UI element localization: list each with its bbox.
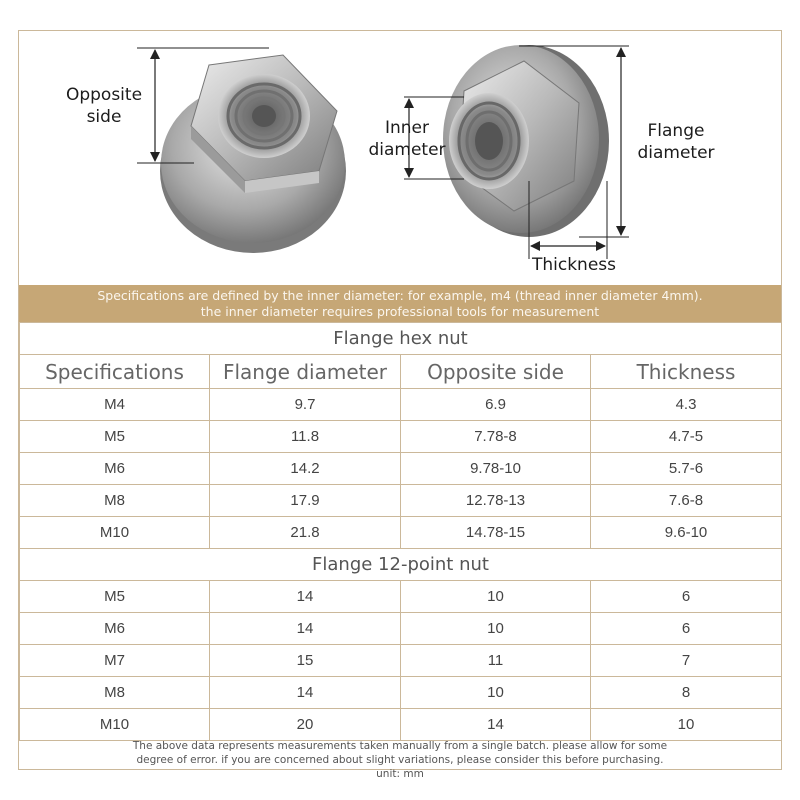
product-illustration [19, 31, 781, 285]
cell-opposite: 10 [401, 581, 591, 613]
cell-thickness: 4.3 [591, 389, 782, 421]
cell-opposite: 6.9 [401, 389, 591, 421]
twelve-point-table-title: Flange 12-point nut [20, 549, 782, 581]
cell-flange: 14 [210, 581, 401, 613]
opposite-side-label: Opposite side [65, 85, 143, 127]
cell-spec: M10 [20, 709, 210, 741]
table-row [20, 517, 782, 549]
cell-opposite: 14.78-15 [401, 517, 591, 549]
cell-spec: M10 [20, 517, 210, 549]
cell-spec: M5 [20, 421, 210, 453]
right-nut [443, 45, 609, 237]
cell-flange: 14.2 [210, 453, 401, 485]
cell-spec: M6 [20, 453, 210, 485]
footnote [19, 739, 781, 781]
cell-flange: 21.8 [210, 517, 401, 549]
table-row [20, 709, 782, 741]
cell-thickness: 9.6-10 [591, 517, 782, 549]
table-header-row [20, 355, 782, 389]
cell-opposite: 10 [401, 677, 591, 709]
table-row [20, 677, 782, 709]
thickness-label: Thickness [531, 255, 617, 275]
header-flange-diameter: Flange diameter [210, 355, 401, 389]
cell-flange: 15 [210, 645, 401, 677]
cell-thickness: 7 [591, 645, 782, 677]
table-row [20, 581, 782, 613]
hex-table-title: Flange hex nut [20, 323, 782, 355]
cell-thickness: 10 [591, 709, 782, 741]
cell-thickness: 6 [591, 613, 782, 645]
header-thickness: Thickness [591, 355, 782, 389]
cell-thickness: 8 [591, 677, 782, 709]
spec-note-banner [19, 285, 781, 322]
banner-line-2: the inner diameter requires professional tools for measurement [200, 304, 600, 319]
cell-spec: M7 [20, 645, 210, 677]
cell-opposite: 12.78-13 [401, 485, 591, 517]
header-opposite-side: Opposite side [401, 355, 591, 389]
cell-spec: M6 [20, 613, 210, 645]
cell-flange: 20 [210, 709, 401, 741]
table-row [20, 421, 782, 453]
cell-thickness: 7.6-8 [591, 485, 782, 517]
table-row [20, 645, 782, 677]
cell-spec: M8 [20, 677, 210, 709]
spec-table [19, 322, 782, 741]
cell-spec: M5 [20, 581, 210, 613]
footnote-line-2: degree of error. if you are concerned about slight variations, please consider this before purchasing. [136, 754, 664, 766]
cell-flange: 9.7 [210, 389, 401, 421]
cell-opposite: 9.78-10 [401, 453, 591, 485]
cell-thickness: 4.7-5 [591, 421, 782, 453]
inner-diameter-label: Inner diameter [368, 118, 446, 160]
left-nut [160, 55, 346, 253]
table-row [20, 389, 782, 421]
cell-opposite: 10 [401, 613, 591, 645]
cell-thickness: 5.7-6 [591, 453, 782, 485]
cell-opposite: 11 [401, 645, 591, 677]
footnote-line-1: The above data represents measurements taken manually from a single batch. please allow for some [132, 740, 668, 752]
cell-flange: 11.8 [210, 421, 401, 453]
flange-diameter-label: Flange diameter [637, 121, 715, 163]
cell-spec: M8 [20, 485, 210, 517]
table-row [20, 453, 782, 485]
cell-thickness: 6 [591, 581, 782, 613]
cell-spec: M4 [20, 389, 210, 421]
footnote-unit: unit: mm [376, 768, 424, 780]
header-specifications: Specifications [20, 355, 210, 389]
cell-opposite: 14 [401, 709, 591, 741]
table-row [20, 485, 782, 517]
table-row [20, 613, 782, 645]
cell-flange: 14 [210, 677, 401, 709]
banner-line-1: Specifications are defined by the inner diameter: for example, m4 (thread inner diameter 4mm). [97, 288, 703, 303]
cell-flange: 14 [210, 613, 401, 645]
cell-opposite: 7.78-8 [401, 421, 591, 453]
cell-flange: 17.9 [210, 485, 401, 517]
